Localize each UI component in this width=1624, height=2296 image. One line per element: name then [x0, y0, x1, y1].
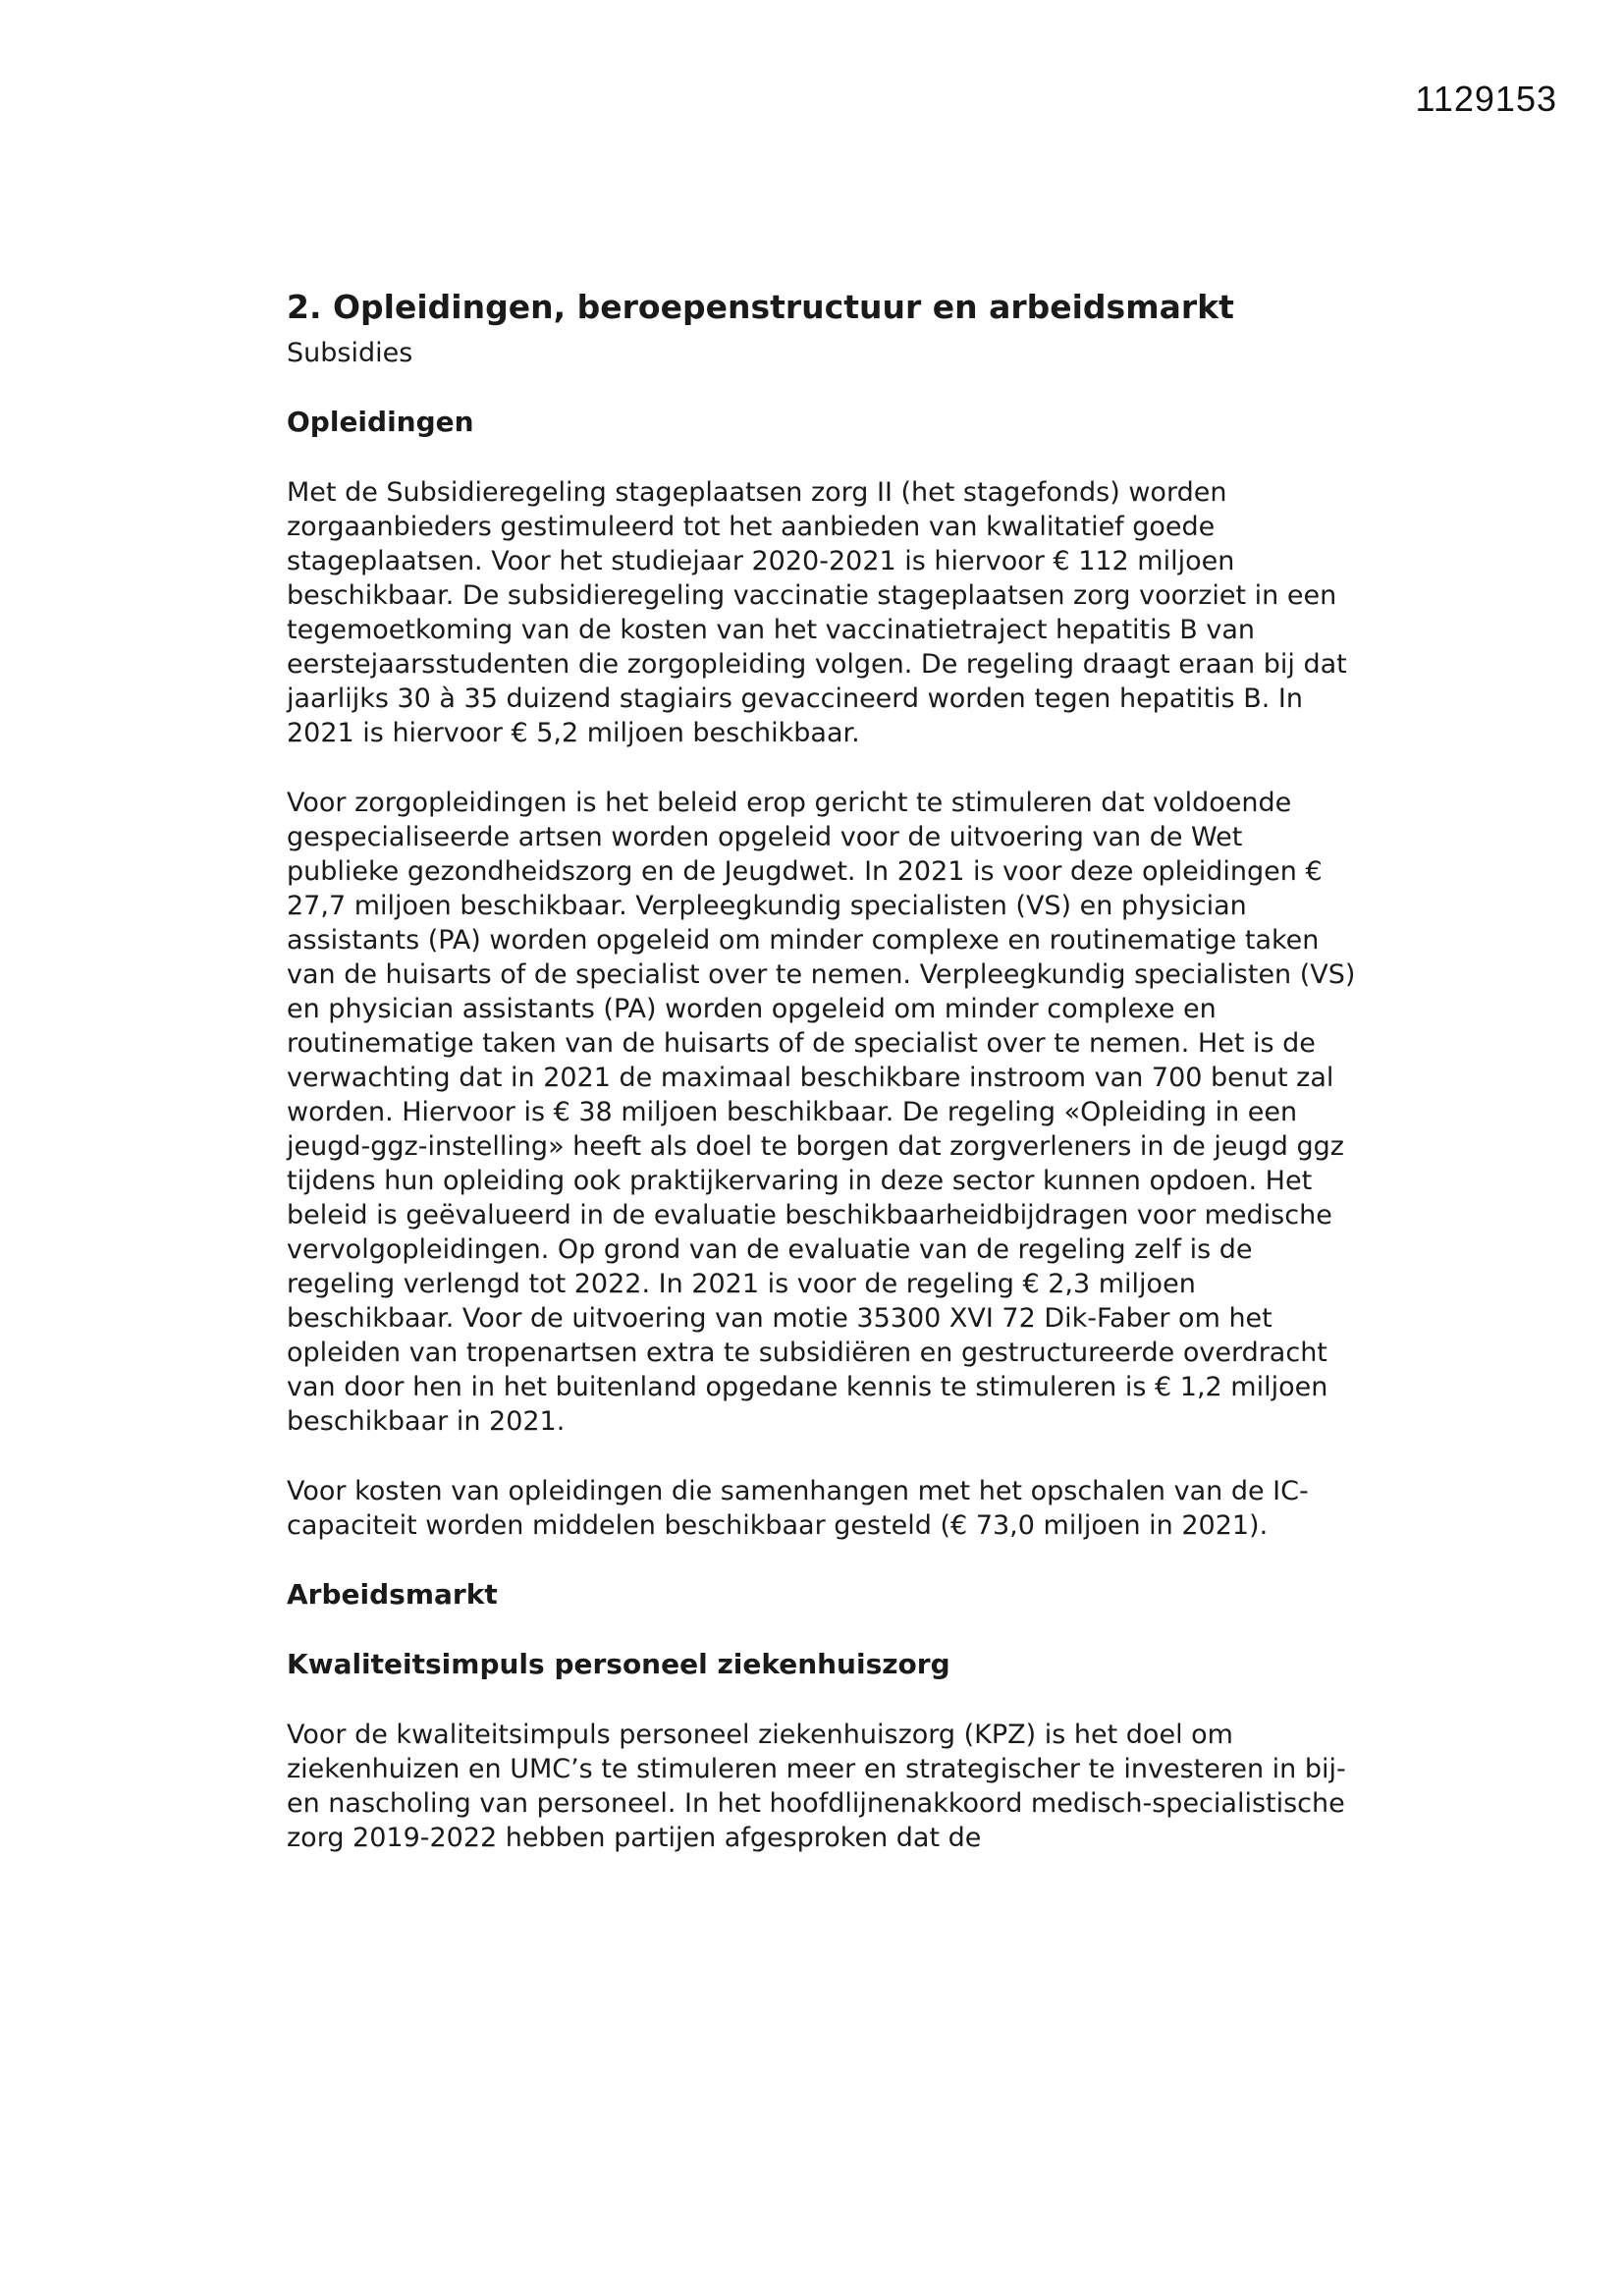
- opleidingen-heading: Opleidingen: [287, 406, 474, 438]
- document-number: 1129153: [1415, 79, 1557, 119]
- section-heading: 2. Opleidingen, beroepenstructuur en arbeidsmarkt: [287, 288, 1234, 326]
- kpz-paragraph: Voor de kwaliteitsimpuls personeel ziekenhuiszorg (KPZ) is het doel om ziekenhuizen en UMC’s te stimuleren meer en strategischer te investeren in bij- en nascholing van personeel. In het hoofdlijnenakkoord medisch-specialistische zorg 2019-2022 hebben partijen afgesproken dat de: [287, 1720, 1346, 1853]
- opleidingen-paragraph-1: Met de Subsidieregeling stageplaatsen zorg II (het stagefonds) worden zorgaanbieders gestimuleerd tot het aanbieden van kwalitatief goede stageplaatsen. Voor het studiejaar 2020-2021 is hiervoor € 112 miljoen beschikbaar. De subsidieregeling vaccinatie stageplaatsen zorg voorziet in een tegemoetkoming van de kosten van het vaccinatietraject hepatitis B van eerstejaarsstudenten die zorgopleiding volgen. De regeling draagt eraan bij dat jaarlijks 30 à 35 duizend stagiairs gevaccineerd worden tegen hepatitis B. In 2021 is hiervoor € 5,2 miljoen beschikbaar.: [287, 477, 1347, 748]
- opleidingen-paragraph-3: Voor kosten van opleidingen die samenhangen met het opschalen van de IC-capaciteit worden middelen beschikbaar gesteld (€ 73,0 miljoen in 2021).: [287, 1476, 1309, 1541]
- kpz-heading: Kwaliteitsimpuls personeel ziekenhuiszorg: [287, 1648, 950, 1680]
- arbeidsmarkt-heading: Arbeidsmarkt: [287, 1578, 498, 1611]
- document-body: [287, 287, 1357, 1855]
- section-subtitle: Subsidies: [287, 338, 413, 368]
- opleidingen-paragraph-2: Voor zorgopleidingen is het beleid erop gericht te stimuleren dat voldoende gespecialiseerde artsen worden opgeleid voor de uitvoering van de Wet publieke gezondheidszorg en de Jeugdwet. In 2021 is voor deze opleidingen € 27,7 miljoen beschikbaar. Verpleegkundig specialisten (VS) en physician assistants (PA) worden opgeleid om minder complexe en routinematige taken van de huisarts of de specialist over te nemen. Verpleegkundig specialisten (VS) en physician assistants (PA) worden opgeleid om minder complexe en routinematige taken van de huisarts of de specialist over te nemen. Het is de verwachting dat in 2021 de maximaal beschikbare instroom van 700 benut zal worden. Hiervoor is € 38 miljoen beschikbaar. De regeling «Opleiding in een jeugd-ggz-instelling» heeft als doel te borgen dat zorgverleners in de jeugd ggz tijdens hun opleiding ook praktijkervaring in deze sector kunnen opdoen. Het beleid is geëvalueerd in de evaluatie beschikbaarheidbijdragen voor medische vervolgopleidingen. Op grond van de evaluatie van de regeling zelf is de regeling verlengd tot 2022. In 2021 is voor de regeling € 2,3 miljoen beschikbaar. Voor de uitvoering van motie 35300 XVI 72 Dik-Faber om het opleiden van tropenartsen extra te subsidiëren en gestructureerde overdracht van door hen in het buitenland opgedane kennis te stimuleren is € 1,2 miljoen beschikbaar in 2021.: [287, 788, 1356, 1437]
